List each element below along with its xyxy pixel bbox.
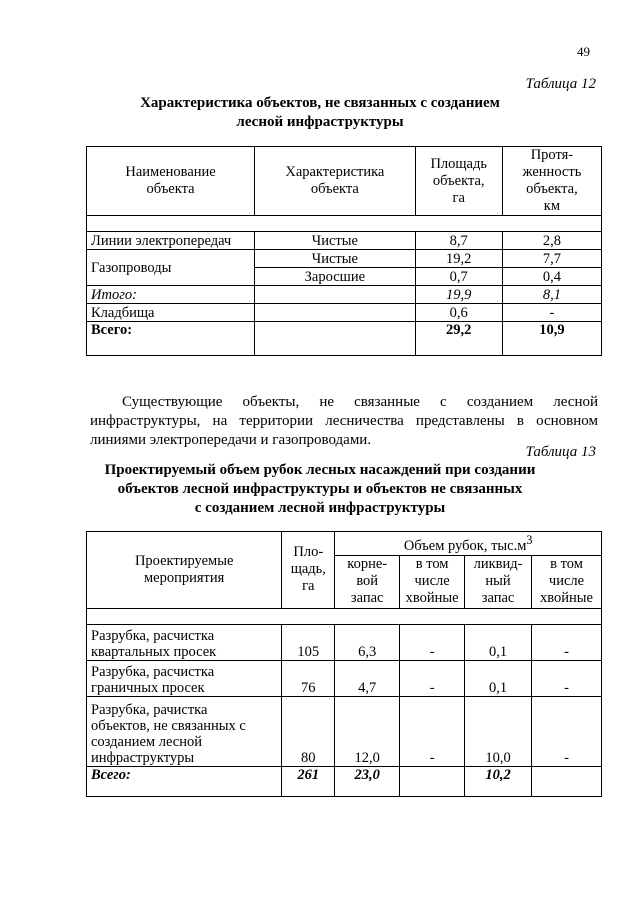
header-incl-coniferous-line: числе bbox=[548, 573, 585, 590]
row-characteristic: Заросшие bbox=[255, 268, 416, 286]
row-incl-coniferous-liquid: - bbox=[532, 624, 602, 660]
header-activity-line: мероприятия bbox=[144, 569, 225, 586]
paragraph-line: инфраструктуры, на территории лесничества представлены в основном bbox=[90, 413, 598, 429]
table-13-spacer-row bbox=[87, 608, 602, 624]
header-incl-coniferous bbox=[400, 555, 465, 608]
row-characteristic: Чистые bbox=[255, 232, 416, 250]
row-root-stock: 23,0 bbox=[335, 766, 400, 796]
header-root-stock-line: корне- bbox=[347, 556, 388, 573]
row-characteristic bbox=[255, 322, 416, 356]
row-length: - bbox=[502, 304, 601, 322]
spacer-cell bbox=[87, 216, 602, 232]
header-incl-coniferous-line: хвойные bbox=[540, 590, 593, 607]
table-13-title-line-3: с созданием лесной инфраструктуры bbox=[194, 500, 446, 516]
row-activity-line: Разрубка, расчистка bbox=[91, 627, 215, 644]
row-area: 0,6 bbox=[415, 304, 502, 322]
table-row bbox=[87, 304, 602, 322]
header-liquid-stock-line: запас bbox=[481, 590, 515, 607]
row-area: 76 bbox=[282, 660, 335, 696]
row-root-stock: 4,7 bbox=[335, 660, 400, 696]
header-root-stock bbox=[335, 555, 400, 608]
row-liquid-stock: 10,0 bbox=[465, 696, 532, 766]
table-row bbox=[87, 660, 602, 696]
row-liquid-stock: 0,1 bbox=[465, 660, 532, 696]
row-activity-line: Разрубка, расчистка bbox=[91, 663, 215, 680]
table-12-title-line-1: Характеристика объектов, не связанных с созданием bbox=[140, 95, 500, 111]
table-row bbox=[87, 232, 602, 250]
row-area: 105 bbox=[282, 624, 335, 660]
row-area: 19,9 bbox=[415, 286, 502, 304]
header-volume-unit-sup: 3 bbox=[526, 533, 533, 547]
header-object-name bbox=[87, 147, 255, 216]
row-area: 261 bbox=[282, 766, 335, 796]
table-13-header-row-1 bbox=[87, 532, 602, 556]
row-area: 29,2 bbox=[415, 322, 502, 356]
row-activity bbox=[87, 624, 282, 660]
row-activity bbox=[87, 696, 282, 766]
row-length: 2,8 bbox=[502, 232, 601, 250]
row-length: 0,4 bbox=[502, 268, 601, 286]
header-length-line: объекта, bbox=[526, 181, 578, 197]
row-liquid-stock: 0,1 bbox=[465, 624, 532, 660]
row-characteristic: Чистые bbox=[255, 250, 416, 268]
table-13-title bbox=[0, 461, 640, 518]
header-root-stock-line: вой bbox=[356, 573, 379, 590]
header-area-line: Площадь bbox=[430, 155, 487, 172]
header-activity bbox=[87, 532, 282, 609]
header-area-line: щадь, bbox=[290, 561, 326, 578]
row-name: Газопроводы bbox=[87, 250, 255, 286]
header-volume-text: Объем рубок, тыс.м bbox=[403, 537, 527, 554]
row-incl-coniferous-liquid bbox=[532, 766, 602, 796]
body-paragraph bbox=[90, 393, 598, 450]
header-liquid-stock-line: ликвид- bbox=[473, 556, 523, 573]
header-object-name-line: объекта bbox=[146, 181, 195, 197]
row-incl-coniferous: - bbox=[400, 660, 465, 696]
header-incl-coniferous-line: в том bbox=[550, 556, 583, 573]
header-incl-coniferous-line: числе bbox=[414, 573, 450, 590]
header-length-line: км bbox=[543, 198, 561, 214]
header-activity-line: Проектируемые bbox=[134, 552, 234, 569]
row-name: Кладбища bbox=[87, 304, 255, 322]
header-volume bbox=[335, 532, 602, 556]
row-length: 8,1 bbox=[502, 286, 601, 304]
row-characteristic bbox=[255, 286, 416, 304]
row-activity-line: объектов, не связанных с bbox=[91, 717, 246, 734]
table-12-caption: Таблица 12 bbox=[525, 76, 596, 92]
header-characteristic-line: объекта bbox=[310, 181, 359, 197]
row-name: Линии электропередач bbox=[87, 232, 255, 250]
header-object-name-line: Наименование bbox=[125, 164, 216, 180]
row-characteristic bbox=[255, 304, 416, 322]
row-activity-line: граничных просек bbox=[91, 679, 205, 696]
header-length-line: Протя- bbox=[530, 147, 574, 163]
row-root-stock: 12,0 bbox=[335, 696, 400, 766]
table-13-title-line-2: объектов лесной инфраструктуры и объектов не связанных bbox=[117, 481, 523, 497]
header-area-line: Пло- bbox=[293, 544, 324, 561]
row-area: 8,7 bbox=[415, 232, 502, 250]
paragraph-line: Существующие объекты, не связанные с созданием лесной bbox=[122, 394, 598, 410]
row-area: 19,2 bbox=[415, 250, 502, 268]
table-13 bbox=[86, 531, 602, 797]
row-root-stock: 6,3 bbox=[335, 624, 400, 660]
row-incl-coniferous-liquid: - bbox=[532, 660, 602, 696]
table-12-title bbox=[0, 94, 640, 132]
page-number: 49 bbox=[577, 44, 590, 59]
table-row bbox=[87, 250, 602, 268]
table-row-subtotal bbox=[87, 286, 602, 304]
row-activity-line: инфраструктуры bbox=[91, 749, 195, 766]
header-object-length bbox=[502, 147, 601, 216]
header-characteristic-line: Характеристика bbox=[285, 164, 385, 180]
table-row bbox=[87, 624, 602, 660]
row-length: 7,7 bbox=[502, 250, 601, 268]
row-area: 0,7 bbox=[415, 268, 502, 286]
table-13-title-line-1: Проектируемый объем рубок лесных насаждений при создании bbox=[104, 462, 536, 478]
paragraph-line: линиями электропередачи и газопроводами. bbox=[90, 432, 372, 448]
spacer-cell bbox=[87, 608, 602, 624]
header-area-line: га bbox=[302, 578, 315, 595]
row-name: Всего: bbox=[87, 322, 255, 356]
table-13-caption: Таблица 13 bbox=[525, 444, 596, 460]
table-12-header-row bbox=[87, 147, 602, 216]
header-incl-coniferous-line: хвойные bbox=[405, 590, 459, 607]
row-activity: Всего: bbox=[87, 766, 282, 796]
row-length: 10,9 bbox=[502, 322, 601, 356]
header-incl-coniferous-liquid bbox=[532, 555, 602, 608]
table-12-spacer-row bbox=[87, 216, 602, 232]
row-activity-line: Разрубка, рачистка bbox=[91, 701, 208, 718]
row-activity-line: квартальных просек bbox=[91, 643, 217, 660]
header-liquid-stock bbox=[465, 555, 532, 608]
row-incl-coniferous: - bbox=[400, 696, 465, 766]
header-area bbox=[282, 532, 335, 609]
header-length-line: женность bbox=[522, 164, 582, 180]
row-liquid-stock: 10,2 bbox=[465, 766, 532, 796]
header-area-line: объекта, bbox=[432, 172, 485, 189]
header-object-area bbox=[415, 147, 502, 216]
row-area: 80 bbox=[282, 696, 335, 766]
table-row bbox=[87, 696, 602, 766]
table-12 bbox=[86, 146, 602, 356]
header-object-characteristic bbox=[255, 147, 416, 216]
table-row-total bbox=[87, 322, 602, 356]
header-area-line: га bbox=[452, 189, 465, 206]
header-liquid-stock-line: ный bbox=[485, 573, 511, 590]
row-name: Итого: bbox=[87, 286, 255, 304]
header-root-stock-line: запас bbox=[350, 590, 384, 607]
row-activity bbox=[87, 660, 282, 696]
table-12-title-line-2: лесной инфраструктуры bbox=[236, 114, 404, 130]
row-incl-coniferous: - bbox=[400, 624, 465, 660]
row-incl-coniferous bbox=[400, 766, 465, 796]
table-row-total bbox=[87, 766, 602, 796]
row-activity-line: созданием лесной bbox=[91, 733, 202, 750]
header-incl-coniferous-line: в том bbox=[415, 556, 449, 573]
row-incl-coniferous-liquid: - bbox=[532, 696, 602, 766]
